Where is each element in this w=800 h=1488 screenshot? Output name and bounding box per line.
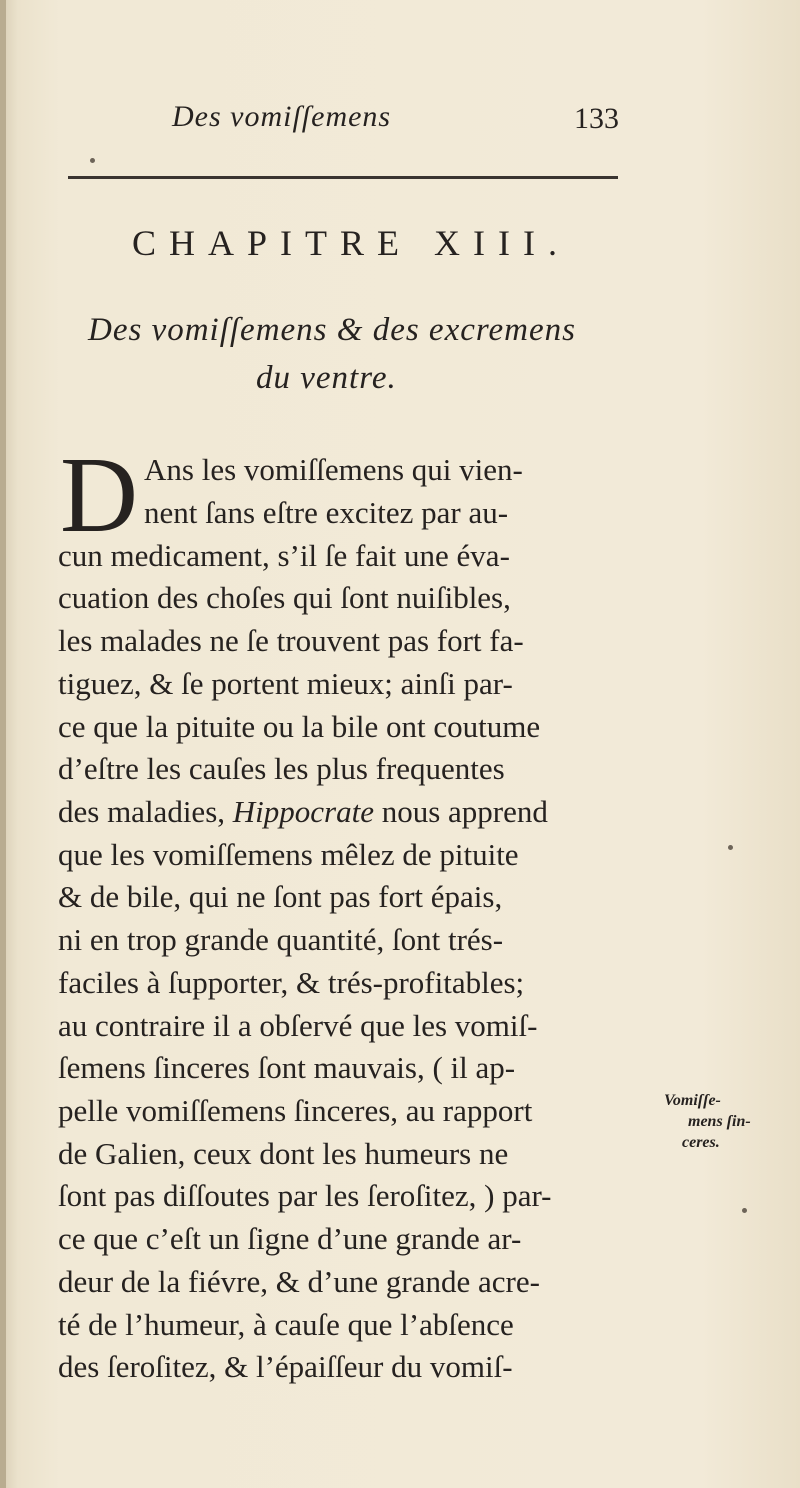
text-line: au contraire il a obſervé que les vomiſ-	[58, 1008, 538, 1043]
text-line: deur de la fiévre, & d’une grande acre-	[58, 1264, 540, 1299]
text-line: ſemens ſinceres ſont mauvais, ( il ap-	[58, 1050, 516, 1085]
drop-cap: D	[60, 436, 138, 555]
text-line: les malades ne ſe trouvent pas fort fa-	[58, 623, 524, 658]
text-line: ce que c’eſt un ſigne d’une grande ar-	[58, 1221, 522, 1256]
text-line-hippocrate	[58, 792, 548, 832]
text-line: & de bile, qui ne ſont pas fort épais,	[58, 879, 503, 914]
text-line: ſont pas diſſoutes par les ſeroſitez, ) par-	[58, 1178, 552, 1213]
ink-speck	[742, 1208, 747, 1213]
text-line: cuation des choſes qui ſont nuiſibles,	[58, 580, 511, 615]
chapter-subtitle-line-2: du ventre.	[256, 360, 397, 396]
text-line: cun medicament, s’il ſe fait une éva-	[58, 538, 510, 573]
text-line: té de l’humeur, à cauſe que l’abſence	[58, 1307, 514, 1342]
chapter-subtitle-line-1: Des vomiſſemens & des excremens	[88, 312, 576, 348]
text-line: de Galien, ceux dont les humeurs ne	[58, 1136, 509, 1171]
text-line: des ſeroſitez, & l’épaiſſeur du vomiſ-	[58, 1349, 513, 1384]
text-line: Ans les vomiſſemens qui vien-	[144, 452, 523, 487]
margin-note-line: Vomiſſe-	[664, 1092, 721, 1109]
text-line: nent ſans eſtre excitez par au-	[144, 495, 509, 530]
margin-note-line: mens ſin-	[688, 1113, 751, 1130]
text-line: pelle vomiſſemens ſinceres, au rapport	[58, 1093, 533, 1128]
text-line: ce que la pituite ou la bile ont coutume	[58, 709, 541, 744]
text-line: d’eſtre les cauſes les plus frequentes	[58, 751, 505, 786]
chapter-heading: CHAPITRE XIII.	[132, 223, 570, 263]
page-number: 133	[574, 102, 619, 135]
running-title: Des vomiſſemens	[172, 100, 392, 133]
text-line: ni en trop grande quantité, ſont trés-	[58, 922, 504, 957]
ink-speck	[90, 158, 95, 163]
text-line: faciles à ſupporter, & trés-profitables;	[58, 965, 525, 1000]
ink-speck	[728, 845, 733, 850]
page-spine-edge	[0, 0, 6, 1488]
text-segment: des maladies, Hippocrate nous apprend	[58, 794, 548, 829]
text-line: tiguez, & ſe portent mieux; ainſi par-	[58, 666, 513, 701]
header-rule	[68, 176, 618, 179]
text-line: que les vomiſſemens mêlez de pituite	[58, 837, 519, 872]
margin-note-line: ceres.	[682, 1134, 720, 1151]
